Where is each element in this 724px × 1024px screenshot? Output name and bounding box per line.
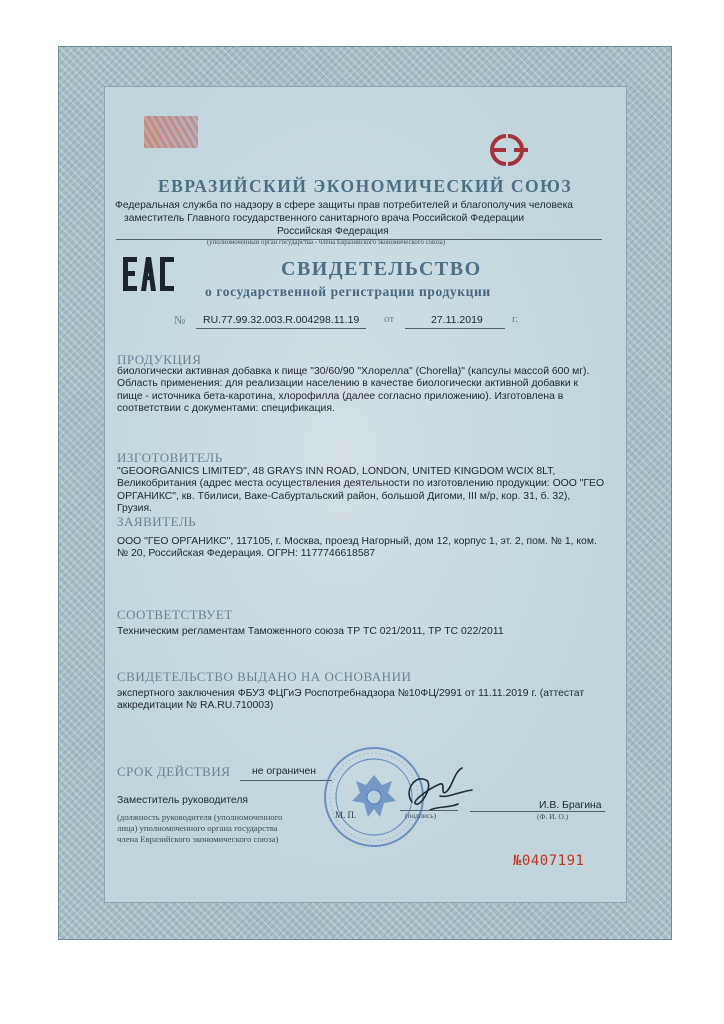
- authority-line-1: Федеральная служба по надзору в сфере защиты прав потребителей и благополучия человека: [115, 200, 574, 211]
- signature-caption: (подпись): [405, 811, 437, 820]
- certificate-subtitle: о государственной регистрации продукции: [205, 284, 491, 299]
- date-label: от: [384, 313, 395, 325]
- applicant-text: ООО "ГЕО ОРГАНИКС", 117105, г. Москва, проезд Нагорный, дом 12, корпус 1, эт. 2, пом. № 1, ком. № 20, Российская Федерация. ОГРН: 1177746618587: [117, 536, 597, 560]
- certificate-number: RU.77.99.32.003.R.004298.11.19: [203, 314, 360, 326]
- authority-line-2: заместитель Главного государственного санитарного врача Российской Федерации: [124, 213, 525, 224]
- product-heading: ПРОДУКЦИЯ: [117, 352, 202, 367]
- hologram-strip: [144, 116, 198, 148]
- union-title: ЕВРАЗИЙСКИЙ ЭКОНОМИЧЕСКИЙ СОЮЗ: [158, 176, 573, 196]
- validity-value: не ограничен: [252, 766, 317, 777]
- blank-serial-number: №0407191: [513, 853, 585, 869]
- fio-caption: (Ф. И. О.): [537, 812, 569, 821]
- se-logo-icon: [484, 130, 536, 170]
- position-caption-3: члена Евразийского экономического союза): [117, 834, 279, 844]
- basis-heading: СВИДЕТЕЛЬСТВО ВЫДАНО НА ОСНОВАНИИ: [117, 669, 412, 684]
- eac-logo-icon: [121, 254, 177, 294]
- manufacturer-heading: ИЗГОТОВИТЕЛЬ: [117, 450, 223, 465]
- certificate-date: 27.11.2019: [431, 314, 483, 326]
- signatory-name: И.В. Брагина: [539, 800, 602, 811]
- signatory-position: Заместитель руководителя: [117, 795, 249, 806]
- conformity-text: Техническим регламентам Таможенного союза ТР ТС 021/2011, ТР ТС 022/2011: [117, 626, 504, 637]
- certificate-title: СВИДЕТЕЛЬСТВО: [281, 258, 482, 280]
- manufacturer-text: "GEOORGANICS LIMITED", 48 GRAYS INN ROAD, LONDON, UNITED KINGDOM WCIX 8LT, Великобритания (адрес места осуществления деятельности по изготовлению продукции: ООО "ГЕО ОРГАНИКС", кв. Тбилиси, Ваке-Сабуртальский район, большой Дигоми, III м/р, кор. 31, б. 32), Грузия.: [117, 466, 605, 515]
- validity-underline: [240, 780, 332, 781]
- mp-mark: М. П.: [335, 810, 357, 820]
- conformity-heading: СООТВЕТСТВУЕТ: [117, 607, 233, 622]
- applicant-heading: ЗАЯВИТЕЛЬ: [117, 514, 197, 529]
- product-text: биологически активная добавка к пище "30/60/90 "Хлорелла" (Chorella)" (капсулы массой 600 мг). Область применения: для реализации населению в качестве биологически активной добавки к пище - источника бета-каротина, хлорофилла (далее согласно приложению). Изготовлена в соответствии с документами: спецификация.: [117, 366, 590, 415]
- basis-text: экспертного заключения ФБУЗ ФЦГиЭ Роспотребнадзора №10ФЦ/2991 от 11.11.2019 г. (аттестат аккредитации № RA.RU.710003): [117, 688, 585, 712]
- authority-caption: (уполномоченный орган государства - члена Евразийского экономического союза): [207, 239, 445, 246]
- year-suffix: г.: [512, 313, 519, 325]
- validity-heading: СРОК ДЕЙСТВИЯ: [117, 764, 231, 779]
- position-caption-2: лица) уполномоченного органа государства: [117, 823, 278, 833]
- position-caption-1: (должность руководителя (уполномоченного: [117, 812, 283, 822]
- number-label: №: [174, 313, 186, 327]
- number-underline: [196, 328, 366, 329]
- date-underline: [405, 328, 505, 329]
- authority-line-3: Российская Федерация: [277, 226, 389, 237]
